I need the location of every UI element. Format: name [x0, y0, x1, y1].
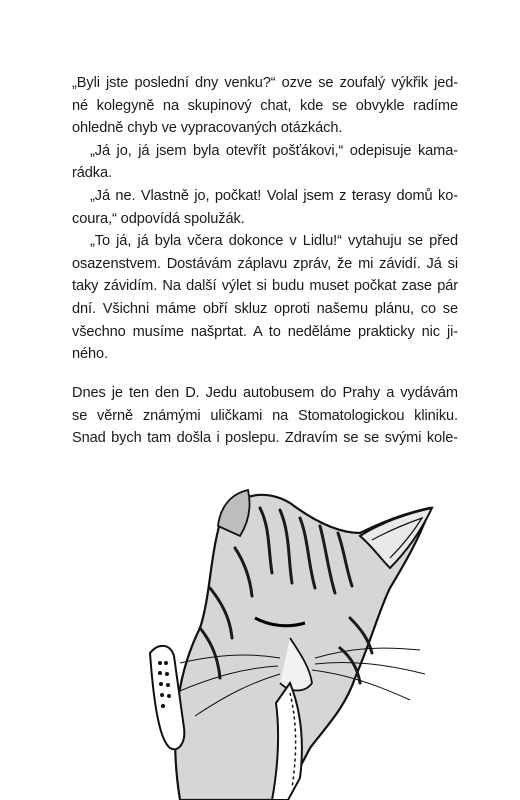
toothbrush	[150, 646, 184, 749]
text-line: Snad bych tam došla i poslepu. Zdravím se se svými kole-	[72, 430, 458, 447]
text-line: se věrně známými uličkami na Stomatologickou kliniku.	[72, 407, 458, 424]
text-line: dní. Všichni máme obří skluz oproti našemu plánu, co se	[72, 300, 458, 317]
text-line: osazenstvem. Dostávám záplavu zpráv, že mi závidí. Já si	[72, 255, 458, 272]
text-line: taky závidím. Na další výlet si budu muset počkat zase pár	[72, 278, 458, 295]
cat-illustration	[140, 478, 440, 800]
text-line: coura,“ odpovídá spolužák.	[72, 210, 245, 227]
text-line: né kolegyně na skupinový chat, kde se obvykle radíme	[72, 97, 458, 114]
text-line: ohledně chyb ve vypracovaných otázkách.	[72, 120, 343, 137]
text-line: „Já ne. Vlastně jo, počkat! Volal jsem z terasy domů ko-	[90, 187, 458, 204]
text-line: ného.	[72, 346, 109, 363]
text-line: „To já, já byla včera dokonce v Lidlu!“ vytahuju se před	[90, 233, 458, 250]
text-block-day-d	[72, 382, 458, 450]
text-block-chat	[72, 72, 458, 366]
text-line: „Byli jste poslední dny venku?“ ozve se zoufalý výkřik jed-	[72, 75, 458, 91]
text-line: všechno musíme našprtat. A to neděláme prakticky nic ji-	[72, 323, 458, 340]
text-line: Dnes je ten den D. Jedu autobusem do Prahy a vydávám	[72, 385, 458, 401]
text-line: rádka.	[72, 165, 112, 182]
text-line: „Já jo, já jsem byla otevřít pošťákovi,“ odepisuje kama-	[90, 142, 458, 159]
